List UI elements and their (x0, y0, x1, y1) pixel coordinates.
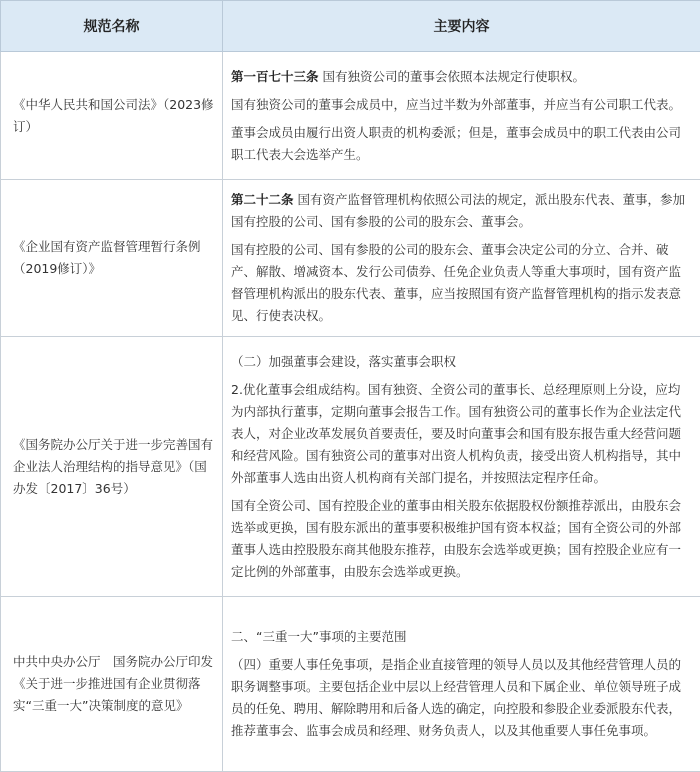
paragraph-text: 国有独资公司的董事会成员中，应当过半数为外部董事，并应当有公司职工代表。 (231, 97, 681, 112)
header-main-content: 主要内容 (223, 1, 700, 52)
regulation-name: 《中华人民共和国公司法》（2023修订） (1, 52, 223, 180)
regulation-name: 中共中央办公厅 国务院办公厅印发《关于进一步推进国有企业贯彻落实“三重一大”决策制度的意见》 (1, 597, 223, 772)
table-row (1, 337, 700, 597)
regulation-content (223, 180, 700, 337)
content-paragraph (231, 189, 692, 233)
content-paragraph (231, 94, 692, 116)
regulation-content (223, 52, 700, 180)
content-paragraph (231, 239, 692, 327)
paragraph-text: 国有控股的公司、国有参股的公司的股东会、董事会决定公司的分立、合并、破产、解散、增减资本、发行公司债券、任免企业负责人等重大事项时，国有资产监督管理机构派出的股东代表、董事，应当按照国有资产监督管理机构的指示发表意见、行使表决权。 (231, 242, 681, 323)
paragraph-text: 国有独资公司的董事会依照本法规定行使职权。 (319, 69, 585, 84)
regulation-name: 《企业国有资产监督管理暂行条例（2019修订）》 (1, 180, 223, 337)
regulation-content (223, 337, 700, 597)
content-paragraph (231, 122, 692, 166)
content-paragraph (231, 626, 692, 648)
paragraph-text: 国有资产监督管理机构依照公司法的规定，派出股东代表、董事，参加国有控股的公司、国有参股的公司的股东会、董事会。 (231, 192, 685, 229)
content-paragraph (231, 66, 692, 88)
content-paragraph (231, 495, 692, 583)
regulation-name: 《国务院办公厅关于进一步完善国有企业法人治理结构的指导意见》（国办发〔2017〕36号） (1, 337, 223, 597)
table-row (1, 597, 700, 772)
table-row (1, 180, 700, 337)
article-number: 第一百七十三条 (231, 69, 319, 84)
table-row (1, 52, 700, 180)
content-paragraph (231, 654, 692, 742)
regulation-content (223, 597, 700, 772)
paragraph-text: （四）重要人事任免事项，是指企业直接管理的领导人员以及其他经营管理人员的职务调整事项。主要包括企业中层以上经营管理人员和下属企业、单位领导班子成员的任免、聘用、解除聘用和后备人选的确定，向控股和参股企业委派股东代表，推荐董事会、监事会成员和经理、财务负责人，以及其他重要人事任免事项。 (231, 657, 681, 738)
paragraph-text: （二）加强董事会建设，落实董事会职权 (231, 354, 456, 369)
content-paragraph (231, 379, 692, 489)
paragraph-text: 2.优化董事会组成结构。国有独资、全资公司的董事长、总经理原则上分设，应均为内部执行董事，定期向董事会报告工作。国有独资公司的董事长作为企业法定代表人，对企业改革发展负首要责任，要及时向董事会和国有股东报告重大经营问题和经营风险。国有独资公司的董事对出资人机构负责，接受出资人机构指导，其中外部董事人选由出资人机构商有关部门提名，并按照法定程序任命。 (231, 382, 681, 485)
paragraph-text: 国有全资公司、国有控股企业的董事由相关股东依据股权份额推荐派出，由股东会选举或更换，国有股东派出的董事要积极维护国有资本权益；国有全资公司的外部董事人选由控股股东商其他股东推荐，由股东会选举或更换；国有控股企业应有一定比例的外部董事，由股东会选举或更换。 (231, 498, 681, 579)
content-paragraph (231, 351, 692, 373)
article-number: 第二十二条 (231, 192, 294, 207)
paragraph-text: 二、“三重一大”事项的主要范围 (231, 629, 406, 644)
paragraph-text: 董事会成员由履行出资人职责的机构委派；但是，董事会成员中的职工代表由公司职工代表大会选举产生。 (231, 125, 681, 162)
header-regulation-name: 规范名称 (1, 1, 223, 52)
table-header-row (1, 1, 700, 52)
